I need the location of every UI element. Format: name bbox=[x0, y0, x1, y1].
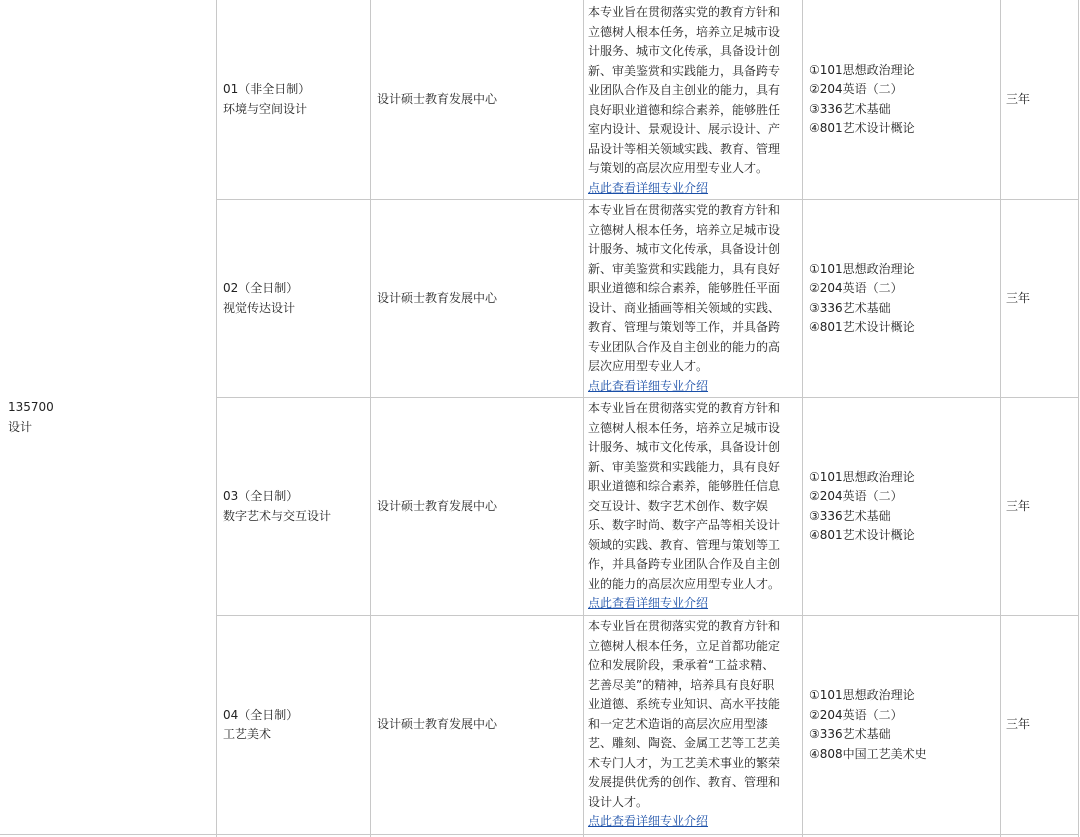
duration-cell bbox=[1006, 398, 1030, 615]
description-line: 计服务、城市文化传承，具备设计创 bbox=[588, 440, 781, 454]
exam-subject: ②204英语（二） bbox=[809, 707, 903, 722]
description-line: 交互设计、数字艺术创作、数字娱 bbox=[588, 498, 769, 513]
duration-cell bbox=[1006, 0, 1030, 199]
department: 设计硕士教育发展中心 bbox=[377, 717, 498, 732]
exam-subject: ④801艺术设计概论 bbox=[809, 320, 915, 334]
department: 设计硕士教育发展中心 bbox=[377, 91, 498, 106]
description-line: 职业道德和综合素养，能够胜任平面 bbox=[588, 281, 781, 295]
description-line: 发展提供优秀的创作、教育、管理和 bbox=[588, 775, 781, 789]
description-line: 品设计等相关领域实践、教育、管理 bbox=[588, 141, 781, 156]
description-line: 业团队合作及自主创业的能力，具有 bbox=[588, 83, 781, 97]
table-border bbox=[216, 0, 217, 837]
table-border bbox=[802, 0, 803, 837]
description-line: 作，并具备跨专业团队合作及自主创 bbox=[588, 557, 781, 571]
exam-subject: ①101思想政治理论 bbox=[809, 469, 915, 484]
exam-subjects-cell bbox=[809, 398, 915, 615]
department-cell bbox=[377, 0, 497, 199]
description-line: 新、审美鉴赏和实践能力，具有良好 bbox=[588, 459, 781, 474]
direction-cell bbox=[223, 616, 298, 834]
description-line: 专业团队合作及自主创业的能力的高 bbox=[588, 339, 781, 354]
department: 设计硕士教育发展中心 bbox=[377, 290, 498, 305]
detail-link[interactable]: 点此查看详细专业介绍 bbox=[588, 378, 709, 393]
direction-name: 数字艺术与交互设计 bbox=[223, 508, 332, 523]
major-cell bbox=[8, 398, 208, 438]
duration: 三年 bbox=[1006, 91, 1031, 106]
description-line: 立德树人根本任务，培养立足城市设 bbox=[588, 420, 781, 435]
description-line: 立德树人根本任务，培养立足城市设 bbox=[588, 24, 781, 39]
exam-subject: ③336艺术基础 bbox=[809, 727, 891, 741]
description-line: 设计、商业插画等相关领域的实践、 bbox=[588, 300, 781, 315]
description-line: 业道德、系统专业知识、高水平技能 bbox=[588, 697, 781, 711]
exam-subject: ③336艺术基础 bbox=[809, 508, 891, 523]
direction-cell bbox=[223, 200, 298, 397]
description-cell bbox=[588, 399, 802, 614]
direction-name: 工艺美术 bbox=[223, 727, 272, 741]
exam-subject: ②204英语（二） bbox=[809, 82, 903, 96]
description-line: 计服务、城市文化传承，具备设计创 bbox=[588, 44, 781, 58]
description-line: 职业道德和综合素养，能够胜任信息 bbox=[588, 479, 781, 493]
direction-code: 02（全日制） bbox=[223, 281, 299, 295]
exam-subject: ④801艺术设计概论 bbox=[809, 121, 915, 135]
description-line: 新、审美鉴赏和实践能力，具备跨专 bbox=[588, 63, 781, 78]
direction-name: 环境与空间设计 bbox=[223, 101, 308, 116]
table-border bbox=[1000, 0, 1001, 837]
direction-code: 03（全日制） bbox=[223, 489, 299, 503]
table-border bbox=[216, 397, 1079, 398]
duration: 三年 bbox=[1006, 498, 1031, 513]
exam-subject: ①101思想政治理论 bbox=[809, 261, 915, 276]
department: 设计硕士教育发展中心 bbox=[377, 498, 498, 513]
direction-cell bbox=[223, 0, 310, 199]
description-line: 本专业旨在贯彻落实党的教育方针和 bbox=[588, 203, 781, 217]
description-line: 领域的实践、教育、管理与策划等工 bbox=[588, 537, 781, 552]
duration-cell bbox=[1006, 200, 1030, 397]
description-line: 立德树人根本任务，立足首都功能定 bbox=[588, 638, 781, 653]
description-line: 乐、数字时尚、数字产品等相关设计 bbox=[588, 518, 781, 532]
department-cell bbox=[377, 616, 497, 834]
exam-subjects-cell bbox=[809, 616, 927, 834]
description-line: 业的能力的高层次应用型专业人才。 bbox=[588, 576, 781, 591]
description-line: 室内设计、景观设计、展示设计、产 bbox=[588, 122, 781, 136]
exam-subject: ③336艺术基础 bbox=[809, 300, 891, 315]
direction-name: 视觉传达设计 bbox=[223, 300, 296, 315]
description-line: 本专业旨在贯彻落实党的教育方针和 bbox=[588, 401, 781, 415]
description-line: 艺善尽美”的精神，培养具有良好职 bbox=[588, 677, 775, 692]
description-line: 设计人才。 bbox=[588, 794, 649, 809]
table-border bbox=[216, 199, 1079, 200]
description-line: 和一定艺术造诣的高层次应用型漆 bbox=[588, 716, 769, 731]
exam-subject: ②204英语（二） bbox=[809, 489, 903, 503]
table-border bbox=[216, 615, 1079, 616]
description-line: 良好职业道德和综合素养，能够胜任 bbox=[588, 102, 781, 117]
exam-subject: ④808中国工艺美术史 bbox=[809, 746, 927, 761]
duration: 三年 bbox=[1006, 290, 1031, 305]
detail-link[interactable]: 点此查看详细专业介绍 bbox=[588, 814, 709, 828]
exam-subject: ④801艺术设计概论 bbox=[809, 528, 915, 542]
description-line: 与策划的高层次应用型专业人才。 bbox=[588, 161, 769, 175]
description-line: 本专业旨在贯彻落实党的教育方针和 bbox=[588, 619, 781, 633]
table-border bbox=[583, 0, 584, 837]
exam-subject: ②204英语（二） bbox=[809, 281, 903, 295]
detail-link[interactable]: 点此查看详细专业介绍 bbox=[588, 596, 709, 610]
description-line: 术专门人才，为工艺美术事业的繁荣 bbox=[588, 755, 781, 770]
table-border bbox=[1078, 0, 1079, 837]
exam-subject: ③336艺术基础 bbox=[809, 101, 891, 116]
major-code: 135700 bbox=[8, 400, 54, 414]
description-line: 计服务、城市文化传承，具备设计创 bbox=[588, 242, 781, 256]
description-cell bbox=[588, 201, 802, 396]
description-line: 教育、管理与策划等工作，并具备跨 bbox=[588, 320, 781, 334]
duration-cell bbox=[1006, 616, 1030, 834]
description-cell bbox=[588, 617, 802, 832]
table-border bbox=[370, 0, 371, 837]
description-line: 新、审美鉴赏和实践能力，具有良好 bbox=[588, 261, 781, 276]
description-line: 本专业旨在贯彻落实党的教育方针和 bbox=[588, 5, 781, 19]
detail-link[interactable]: 点此查看详细专业介绍 bbox=[588, 180, 709, 195]
exam-subject: ①101思想政治理论 bbox=[809, 688, 915, 702]
description-line: 位和发展阶段，秉承着“工益求精、 bbox=[588, 658, 775, 672]
direction-code: 04（全日制） bbox=[223, 707, 299, 722]
exam-subjects-cell bbox=[809, 200, 915, 397]
description-cell bbox=[588, 3, 802, 198]
duration: 三年 bbox=[1006, 717, 1031, 732]
description-line: 立德树人根本任务，培养立足城市设 bbox=[588, 222, 781, 237]
department-cell bbox=[377, 200, 497, 397]
table-border bbox=[0, 834, 1079, 835]
exam-subject: ①101思想政治理论 bbox=[809, 62, 915, 77]
department-cell bbox=[377, 398, 497, 615]
direction-code: 01（非全日制） bbox=[223, 82, 311, 96]
description-line: 艺、雕刻、陶瓷、金属工艺等工艺美 bbox=[588, 736, 781, 750]
exam-subjects-cell bbox=[809, 0, 915, 199]
major-name: 设计 bbox=[8, 419, 33, 434]
description-line: 层次应用型专业人才。 bbox=[588, 359, 709, 373]
direction-cell bbox=[223, 398, 331, 615]
